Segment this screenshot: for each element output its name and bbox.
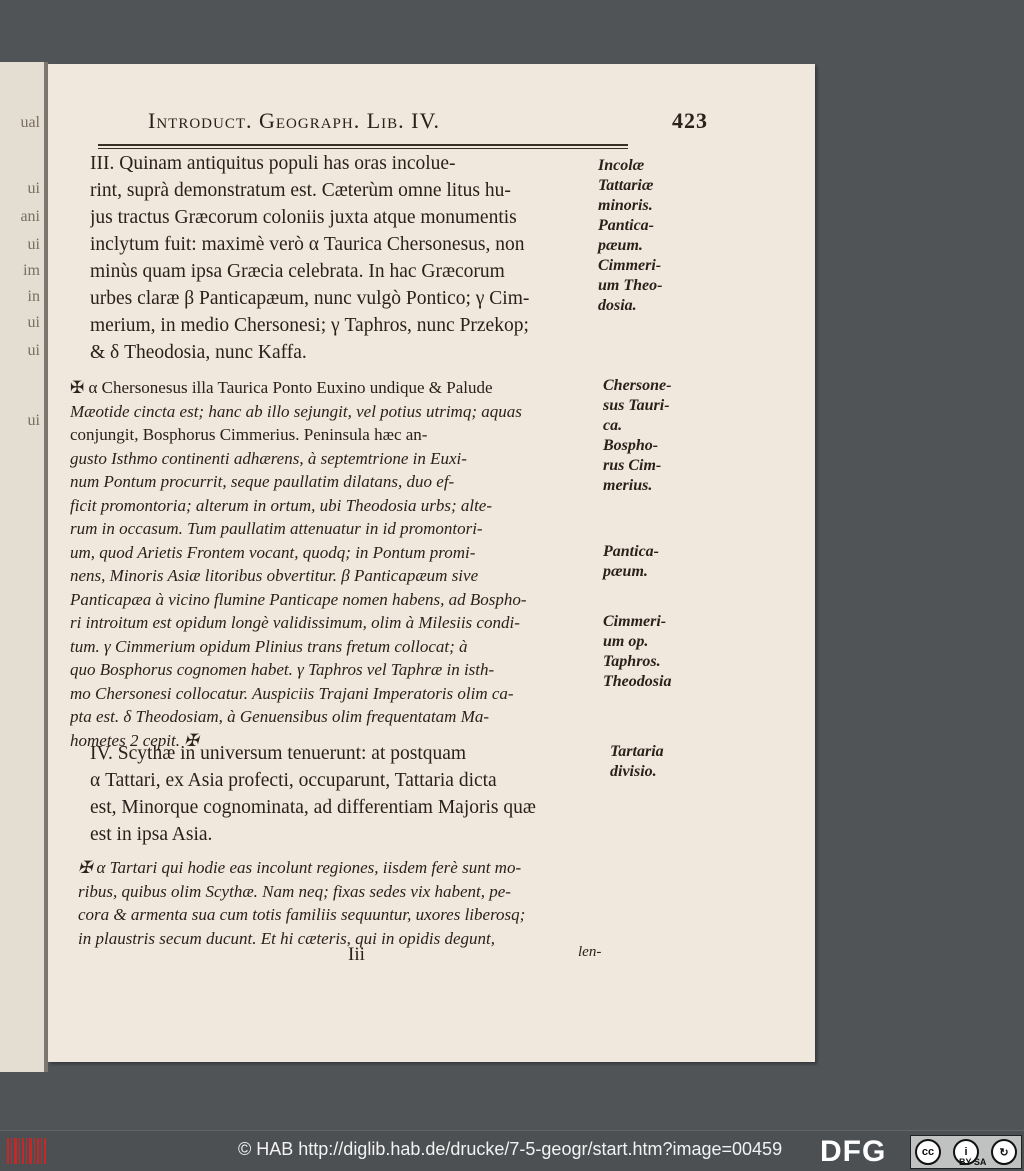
margin-note <box>610 742 664 782</box>
margin-line: divisio. <box>610 763 657 780</box>
margin-line: Taphros. <box>603 653 661 670</box>
margin-line: dosia. <box>598 297 637 314</box>
margin-line: Bospho- <box>603 437 659 454</box>
note-line: mo Chersonesi collocatur. Auspiciis Trajani Imperatoris olim ca- <box>70 683 514 703</box>
text-line: est in ipsa Asia. <box>90 824 213 845</box>
left-page-fragment: ui <box>27 180 40 197</box>
note-line: ✠ α Chersonesus illa Taurica Ponto Euxino undique & Palude <box>70 378 493 397</box>
note-line: ficit promontoria; alterum in ortum, ubi Theodosia urbs; alte- <box>70 495 493 515</box>
text-line: est, Minorque cognominata, ad differentiam Majoris quæ <box>90 797 536 818</box>
margin-line: Pantica- <box>598 217 654 234</box>
margin-line: pæum. <box>598 237 643 254</box>
margin-line: Incolæ <box>598 157 645 174</box>
margin-line: Chersone- <box>603 377 672 394</box>
cc-icon: cc <box>915 1139 941 1165</box>
header-title: Introduct. Geograph. Lib. IV. <box>148 108 441 133</box>
license-label: BY SA <box>959 1157 987 1167</box>
left-page-fragment: ui <box>27 412 40 429</box>
note-line: hometes 2 cepit. ✠ <box>70 730 199 750</box>
note-line: ri introitum est opidum longè validissimum, olim à Milesiis condi- <box>70 613 520 632</box>
note-line: Mæotide cincta est; hanc ab illo sejungit, vel potius utrimq; aquas <box>70 401 522 421</box>
note-line: Panticapæa à vicino flumine Panticape nomen habens, ad Bospho- <box>70 589 527 609</box>
margin-line: sus Tauri- <box>603 397 670 414</box>
margin-line: Pantica- <box>603 543 659 560</box>
margin-note <box>603 542 659 582</box>
note-line: conjungit, Bosphorus Cimmerius. Peninsula hæc an- <box>70 425 428 444</box>
copyright-link[interactable]: © HAB http://diglib.hab.de/drucke/7-5-geogr/start.htm?image=00459 <box>238 1139 783 1159</box>
text-line: IV. Scythæ in universum tenuerunt: at postquam <box>90 743 467 764</box>
text-line: rint, suprà demonstratum est. Cæterùm omne litus hu- <box>90 180 511 201</box>
note-line: quo Bosphorus cognomen habet. γ Taphros vel Taphræ in isth- <box>70 660 495 679</box>
header-rule <box>98 148 628 149</box>
left-page-fragment: ani <box>20 208 40 225</box>
left-page-fragment: ual <box>20 114 40 131</box>
margin-line: minoris. <box>598 197 653 214</box>
margin-line: rus Cim- <box>603 457 662 474</box>
note-line: rum in occasum. Tum paullatim attenuatur in id promontori- <box>70 519 483 538</box>
margin-line: merius. <box>603 477 653 494</box>
left-page-edge <box>0 62 48 1072</box>
section-iv <box>90 740 600 848</box>
margin-line: pæum. <box>603 563 648 580</box>
note-2 <box>78 856 614 950</box>
margin-line: Tartaria <box>610 743 664 760</box>
left-page-fragment: ui <box>27 314 40 331</box>
note-line: nens, Minoris Asiæ litoribus obvertitur. β Panticapæum sive <box>70 566 479 585</box>
margin-line: Cimmeri- <box>603 613 667 630</box>
note-line: um, quod Arietis Frontem vocant, quodq; in Pontum promi- <box>70 542 476 562</box>
text-line: α Tattari, ex Asia profecti, occuparunt, Tattaria dicta <box>90 770 497 791</box>
barcode-icon <box>6 1136 48 1166</box>
margin-note <box>598 156 662 316</box>
text-line: III. Quinam antiquitus populi has oras incolue- <box>90 153 456 174</box>
text-line: jus tractus Græcorum coloniis juxta atque monumentis <box>90 207 517 228</box>
margin-line: ca. <box>603 417 623 434</box>
text-line: urbes claræ β Panticapæum, nunc vulgò Pontico; γ Cim- <box>90 288 530 309</box>
cc-license-badge[interactable] <box>910 1135 1022 1169</box>
text-line: minùs quam ipsa Græcia celebrata. In hac Græcorum <box>90 261 505 282</box>
note-line: cora & armenta sua cum totis familiis sequuntur, uxores liberosq; <box>78 905 526 924</box>
dfg-logo: DFG <box>820 1135 887 1168</box>
note-line: gusto Isthmo continenti adhærens, à septemtrione in Euxi- <box>70 448 467 468</box>
catchword: len- <box>578 944 602 960</box>
note-line: pta est. δ Theodosiam, à Genuensibus olim frequentatam Ma- <box>70 707 490 726</box>
text-line: inclytum fuit: maximè verò α Taurica Chersonesus, non <box>90 234 525 255</box>
attribution-icon: i <box>953 1139 979 1165</box>
margin-line: Cimmeri- <box>598 257 662 274</box>
text-line: merium, in medio Chersonesi; γ Taphros, nunc Przekop; <box>90 315 529 336</box>
note-line: tum. γ Cimmerium opidum Plinius trans fretum collocat; à <box>70 636 468 656</box>
note-line: ribus, quibus olim Scythæ. Nam neq; fixas sedes vix habent, pe- <box>78 881 511 901</box>
note-line: ✠ α Tartari qui hodie eas incolunt regiones, iisdem ferè sunt mo- <box>78 858 522 877</box>
page-number: 423 <box>672 108 708 133</box>
margin-note <box>603 612 671 692</box>
section-iii <box>90 150 600 366</box>
footer-bar <box>0 1130 1024 1171</box>
margin-line: Tattariæ <box>598 177 654 194</box>
margin-line: Theodosia <box>603 673 672 690</box>
left-page-fragment: im <box>23 262 40 279</box>
left-page-fragment: in <box>27 288 40 305</box>
margin-line: um Theo- <box>598 277 663 294</box>
share-alike-icon: ↻ <box>991 1139 1017 1165</box>
note-1 <box>70 376 600 752</box>
margin-note <box>603 376 671 496</box>
text-line: & δ Theodosia, nunc Kaffa. <box>90 342 307 363</box>
note-line: num Pontum procurrit, seque paullatim dilatans, duo ef- <box>70 472 455 491</box>
signature-mark: Iii <box>348 944 365 965</box>
book-page <box>48 64 815 1062</box>
margin-line: um op. <box>603 633 649 650</box>
running-header <box>148 108 708 140</box>
header-rule <box>98 144 628 146</box>
left-page-fragment: ui <box>27 236 40 253</box>
note-line: in plaustris secum ducunt. Et hi cæteris, qui in opidis degunt, <box>78 928 495 948</box>
left-page-fragment: ui <box>27 342 40 359</box>
